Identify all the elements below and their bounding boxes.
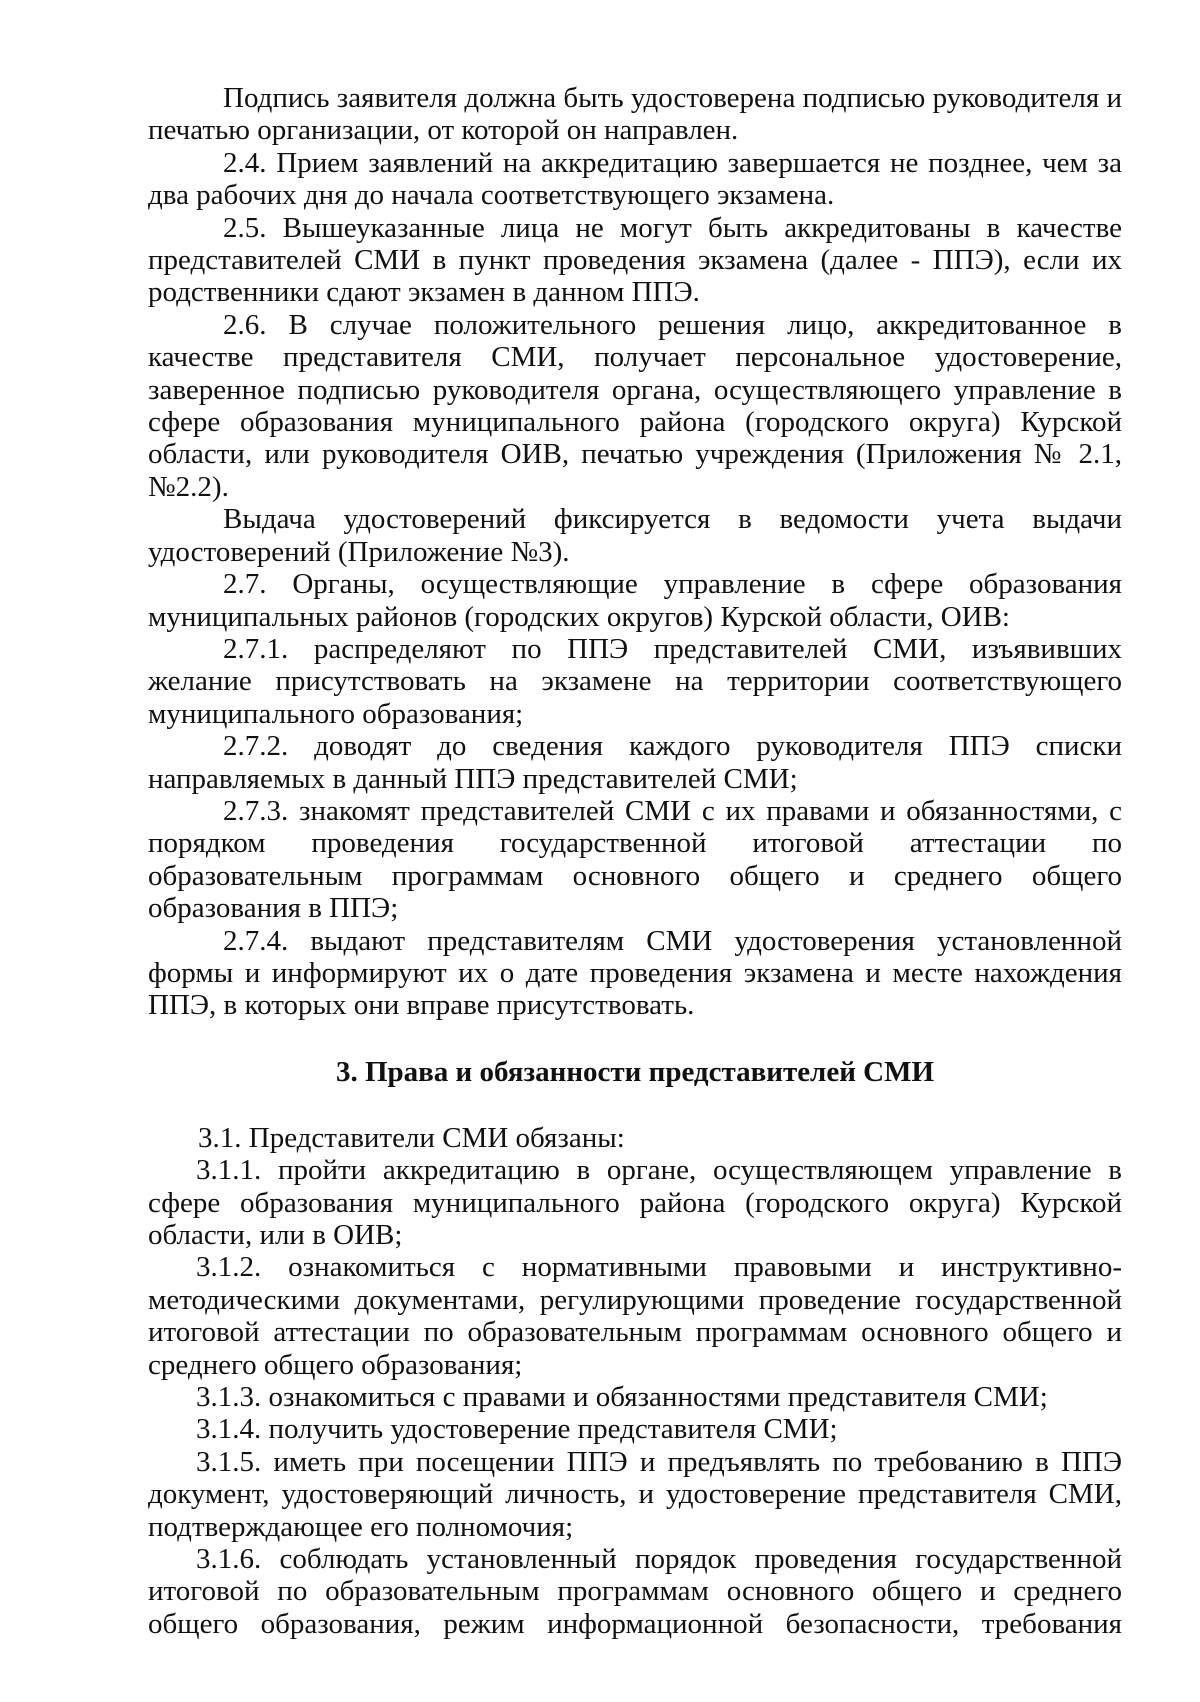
paragraph-2-5: 2.5. Вышеуказанные лица не могут быть аккредитованы в качестве представителей СМИ в пункт проведения экзамена (далее - ППЭ), если их родственники сдают экзамен в данном ППЭ. xyxy=(148,211,1122,309)
paragraph-signature: Подпись заявителя должна быть удостоверена подписью руководителя и печатью организации, от которой он направлен. xyxy=(148,82,1122,147)
paragraph-3-1-2: 3.1.2. ознакомиться с нормативными правовыми и инструктивно-методическими документами, регулирующими проведение государственной итоговой аттестации по образовательным программам основного общего и среднего общего образования; xyxy=(148,1251,1122,1381)
paragraph-2-7-3: 2.7.3. знакомят представителей СМИ с их правами и обязанностями, с порядком проведения государственной итоговой аттестации по образовательным программам основного общего и среднего общего образования в ППЭ; xyxy=(148,794,1122,925)
paragraph-3-1-4: 3.1.4. получить удостоверение представителя СМИ; xyxy=(196,1413,838,1446)
paragraph-3-1-1: 3.1.1. пройти аккредитацию в органе, осуществляющем управление в сфере образования муниципального района (городского округа) Курской области, или в ОИВ; xyxy=(148,1154,1122,1251)
paragraph-3-1-3: 3.1.3. ознакомиться с правами и обязанностями представителя СМИ; xyxy=(196,1381,1048,1414)
section-3-heading: 3. Права и обязанности представителей СМИ xyxy=(335,1055,935,1088)
document-page xyxy=(148,82,1122,1640)
paragraph-2-7-2: 2.7.2. доводят до сведения каждого руководителя ППЭ списки направляемых в данный ППЭ представителей СМИ; xyxy=(148,730,1122,795)
paragraph-3-1: 3.1. Представители СМИ обязаны: xyxy=(198,1121,625,1154)
paragraph-2-7: 2.7. Органы, осуществляющие управление в сфере образования муниципальных районов (городских округов) Курской области, ОИВ: xyxy=(148,568,1122,633)
paragraph-issuance: Выдача удостоверений фиксируется в ведомости учета выдачи удостоверений (Приложение №3). xyxy=(148,503,1122,568)
paragraph-3-1-6: 3.1.6. соблюдать установленный порядок проведения государственной итоговой по образовательным программам основного общего и среднего общего образования, режим информационной безопасности, требования xyxy=(148,1543,1122,1640)
paragraph-2-4: 2.4. Прием заявлений на аккредитацию завершается не позднее, чем за два рабочих дня до начала соответствующего экзамена. xyxy=(148,146,1122,212)
paragraph-2-7-1: 2.7.1. распределяют по ППЭ представителей СМИ, изъявивших желание присутствовать на экзамене на территории соответствующего муниципального образования; xyxy=(148,632,1122,730)
paragraph-3-1-5: 3.1.5. иметь при посещении ППЭ и предъявлять по требованию в ППЭ документ, удостоверяющий личность, и удостоверение представителя СМИ, подтверждающее его полномочия; xyxy=(148,1445,1122,1543)
paragraph-2-7-4: 2.7.4. выдают представителям СМИ удостоверения установленной формы и информируют их о дате проведения экзамена и месте нахождения ППЭ, в которых они вправе присутствовать. xyxy=(148,924,1122,1022)
paragraph-2-6: 2.6. В случае положительного решения лицо, аккредитованное в качестве представителя СМИ, получает персональное удостоверение, заверенное подписью руководителя органа, осуществляющего управление в сфере образования муниципального района (городского округа) Курской области, или руководителя ОИВ, печатью учреждения (Приложения № 2.1, №2.2). xyxy=(148,308,1122,503)
